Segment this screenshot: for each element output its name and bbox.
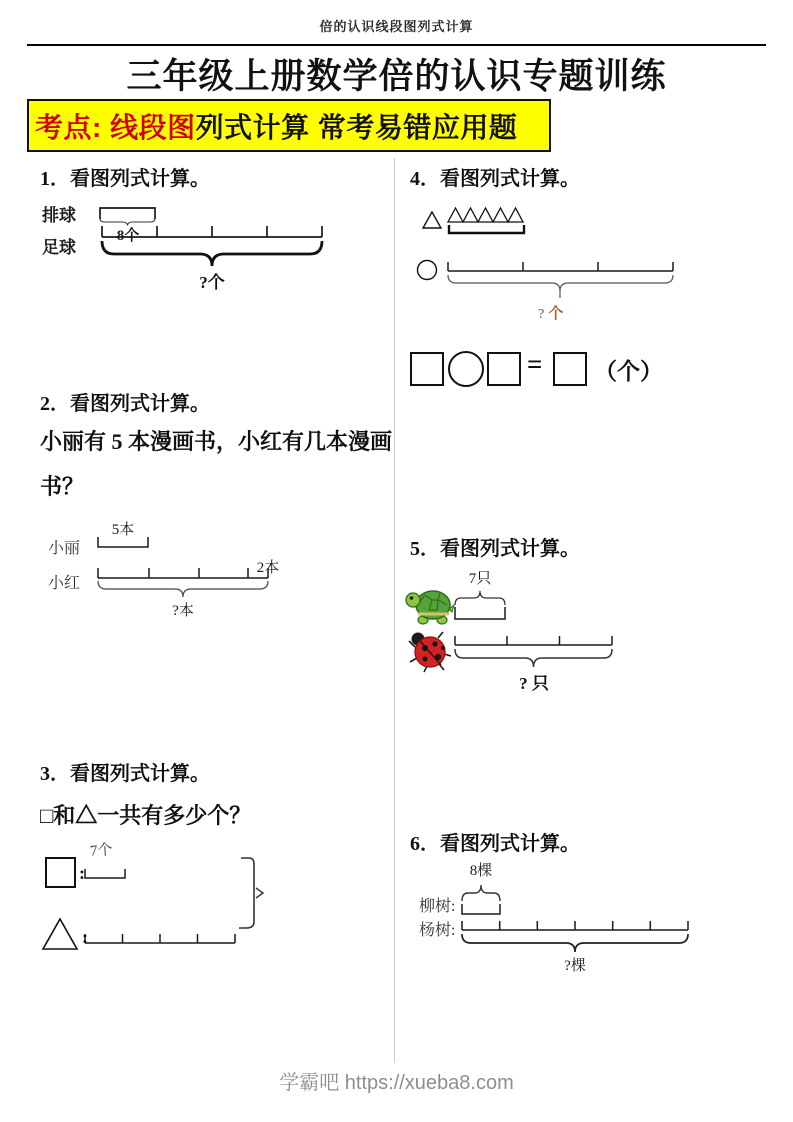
volleyball-segment-line [100, 208, 155, 219]
turtle-icon [405, 583, 455, 627]
total-question-label: ?个 [199, 273, 225, 292]
row-label-willow: 柳树: [419, 898, 456, 915]
small-triangle-4 [493, 208, 508, 222]
problem2-title: 2．看图列式计算。 [40, 393, 210, 415]
problem2-diagram [40, 515, 330, 623]
small-triangle-5 [508, 208, 523, 222]
problem5-diagram [405, 565, 700, 693]
small-triangle-1 [448, 208, 463, 222]
page-title: 三年级上册数学倍的认识专题训练 [126, 57, 667, 96]
problem6-diagram [405, 855, 705, 980]
circle-segment-line [448, 262, 673, 271]
total-question-label: ?本 [172, 603, 194, 619]
square-symbol [46, 858, 75, 887]
problem6-title: 6．看图列式计算。 [410, 833, 580, 855]
ladybug-icon [407, 627, 453, 673]
problem3-diagram [40, 835, 285, 960]
triangle-row-symbol [423, 212, 441, 228]
small-triangle-3 [478, 208, 493, 222]
row-label-xiaoli: 小丽 [48, 540, 81, 557]
problem1-title: 1．看图列式计算。 [40, 168, 210, 190]
total-question-label: ? 只 [519, 674, 549, 693]
header-rule [27, 44, 766, 46]
two-books-label: 2本 [256, 560, 280, 576]
banner-red-text: 考点: 线段图 [35, 111, 196, 143]
row-label-volleyball: 排球 [42, 206, 76, 225]
circle-total-brace [448, 275, 673, 298]
willow-brace [462, 885, 500, 901]
problem1-diagram [40, 197, 350, 292]
turtle-brace [455, 591, 505, 605]
triangle-segment-line [85, 934, 235, 943]
right-total-brace [239, 858, 254, 928]
triangle-row-bracket [449, 225, 524, 233]
answer-box-1[interactable] [410, 352, 444, 386]
answer-box-2[interactable] [487, 352, 521, 386]
problem4-equation [410, 349, 670, 391]
problem3-title: 3．看图列式计算。 [40, 763, 210, 785]
problem3-question: □和△一共有多少个？ [40, 803, 252, 828]
banner-black-text: 列式计算 常考易错应用题 [195, 111, 518, 143]
eight-trees-label: 8棵 [469, 863, 493, 879]
answer-box-3[interactable] [553, 352, 587, 386]
column-divider [394, 158, 395, 1063]
row-label-xiaohong: 小红 [48, 575, 81, 592]
triangle-symbol [43, 919, 77, 949]
total-question-label: ?棵 [564, 958, 586, 974]
circle-row-symbol [418, 261, 437, 280]
square-colon: : [79, 863, 85, 883]
poplar-total-brace [462, 934, 688, 952]
square-segment-line [85, 869, 125, 878]
xiaohong-total-brace [98, 581, 268, 597]
poplar-segment-line [462, 921, 688, 930]
ladybug-segment-line [455, 636, 612, 645]
problem3-lines [40, 835, 285, 960]
page-header: 倍的认识线段图列式计算 [319, 19, 474, 34]
ladybug-total-brace [455, 649, 612, 667]
problem2-question: 小丽有 5 本漫画书，小红有几本漫画书？ [40, 429, 393, 499]
row-label-poplar: 杨树: [419, 922, 456, 939]
footer-link[interactable]: 学霸吧 https://xueba8.com [279, 1072, 514, 1094]
brace-arrow [256, 888, 263, 898]
equation-unit-label: （个） [594, 359, 663, 384]
seven-count-label: 7只 [468, 571, 492, 587]
unit-ge-orange: 个 [548, 306, 564, 322]
five-books-label: 5本 [111, 522, 135, 538]
total-question-label [538, 302, 563, 323]
turtle-segment-bracket [455, 607, 505, 619]
row-label-football: 足球 [42, 238, 76, 257]
problem5-title: 5．看图列式计算。 [410, 538, 580, 560]
equals-sign: = [527, 349, 543, 379]
exam-point-banner [27, 99, 551, 152]
triangle-colon: : [82, 927, 88, 947]
segment-count-label: 8个 [116, 228, 140, 244]
problem4-diagram [410, 200, 700, 328]
willow-segment-bracket [462, 904, 500, 914]
seven-count-label: 7个 [89, 842, 114, 860]
question-mark: ? [538, 307, 545, 322]
small-triangle-2 [463, 208, 478, 222]
operator-circle[interactable] [448, 351, 484, 387]
problem4-title: 4．看图列式计算。 [410, 168, 580, 190]
